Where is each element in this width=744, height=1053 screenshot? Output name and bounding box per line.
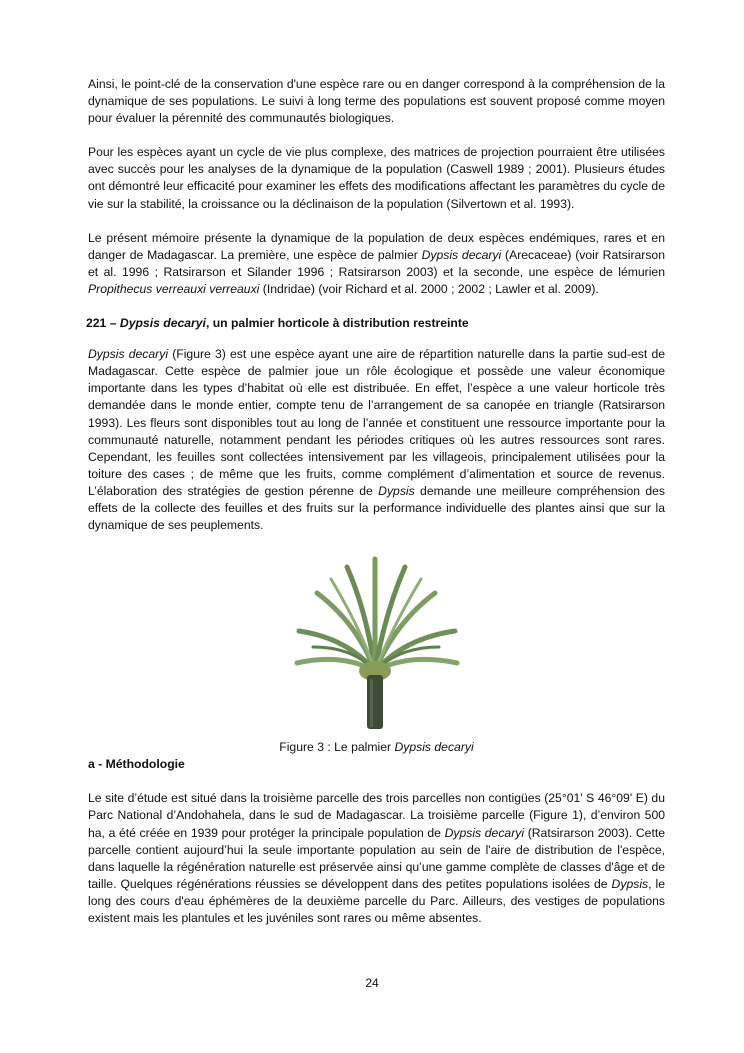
subsection-heading: a - Méthodologie: [88, 757, 185, 772]
paragraph-dypsis: Dypsis decaryi (Figure 3) est une espèce ayant une aire de répartition naturelle dans la partie sud-est de Madagascar. Cette espèce de palmier joue un rôle écologique et possède une valeur économique importante dans les types d’habitat où elle est distribuée. En effet, l’espèce a une valeur horticole très demandée dans le monde entier, compte tenu de l’arrangement de sa canopée en triangle (Ratsirarson 1993). Les fleurs sont disponibles tout au long de l’année et constituent une ressource importante pour la communauté naturelle, notamment pendant les périodes critiques où les autres ressources sont rares. Cependant, les feuilles sont collectées intensivement par les villageois, principalement utilisées pour la toiture des cases ; de même que les fruits, comme complément d’alimentation et source de revenus. L’élaboration des stratégies de gestion pérenne de Dypsis demande une meilleure compréhension des effets de la collecte des feuilles et des fruits sur la performance individuelle des plantes ainsi que sur la dynamique de ses peuplements.: [88, 347, 666, 533]
figure-palm: [88, 553, 665, 735]
palm-trunk-icon: [367, 675, 383, 729]
palm-fronds-icon: [297, 559, 457, 671]
page-body: [88, 76, 665, 927]
section-heading: 221 – Dypsis decaryi, un palmier horticole à distribution restreinte: [86, 316, 469, 331]
paragraph-intro: Ainsi, le point-clé de la conservation d'une espèce rare ou en danger correspond à la compréhension de la dynamique de ses populations. Le suivi à long terme des populations est souvent proposé comme moyen pour évaluer la pérennité des communautés biologiques.: [88, 77, 665, 126]
palm-tree-image: [287, 553, 467, 735]
page-number: 24: [365, 976, 379, 990]
paragraph-methodologie: Le site d’étude est situé dans la troisième parcelle des trois parcelles non contigües (25°01' S 46°09' E) du Parc National d’Andohahela, dans le sud de Madagascar. La troisième parcelle (Figure 1), d’environ 500 ha, a été créée en 1939 pour protéger la principale population de Dypsis decaryi (Ratsirarson 2003). Cette parcelle contient aujourd’hui la seule importante population au sein de l'aire de distribution de l'espèce, dans laquelle la régénération naturelle est préservée ainsi qu’une gamme complète de classes d'âge et de taille. Quelques régénérations réussies se développent dans des petites populations isolées de Dypsis, le long des cours d'eau éphémères de la deuxième parcelle du Parc. Ailleurs, des vestiges de populations existent mais les plantules et les juvéniles sont rares ou même absentes.: [88, 791, 665, 925]
figure-caption: Figure 3 : Le palmier Dypsis decaryi: [279, 740, 474, 755]
paragraph-matrices: Pour les espèces ayant un cycle de vie plus complexe, des matrices de projection pourraient être utilisées avec succès pour les analyses de la dynamique de la population (Caswell 1989 ; 2001). Plusieurs études ont démontré leur efficacité pour examiner les effets des modifications affectant les paramètres du cycle de vie sur la stabilité, la croissance ou la déclinaison de la population (Silvertown et al. 1993).: [88, 145, 665, 211]
paragraph-memoire: Le présent mémoire présente la dynamique de la population de deux espèces endémiques, rares et en danger de Madagascar. La première, une espèce de palmier Dypsis decaryi (Arecaceae) (voir Ratsirarson et al. 1996 ; Ratsirarson et Silander 1996 ; Ratsirarson 2003) et la seconde, une espèce de lémurien Propithecus verreauxi verreauxi (Indridae) (voir Richard et al. 2000 ; 2002 ; Lawler et al. 2009).: [88, 230, 665, 296]
